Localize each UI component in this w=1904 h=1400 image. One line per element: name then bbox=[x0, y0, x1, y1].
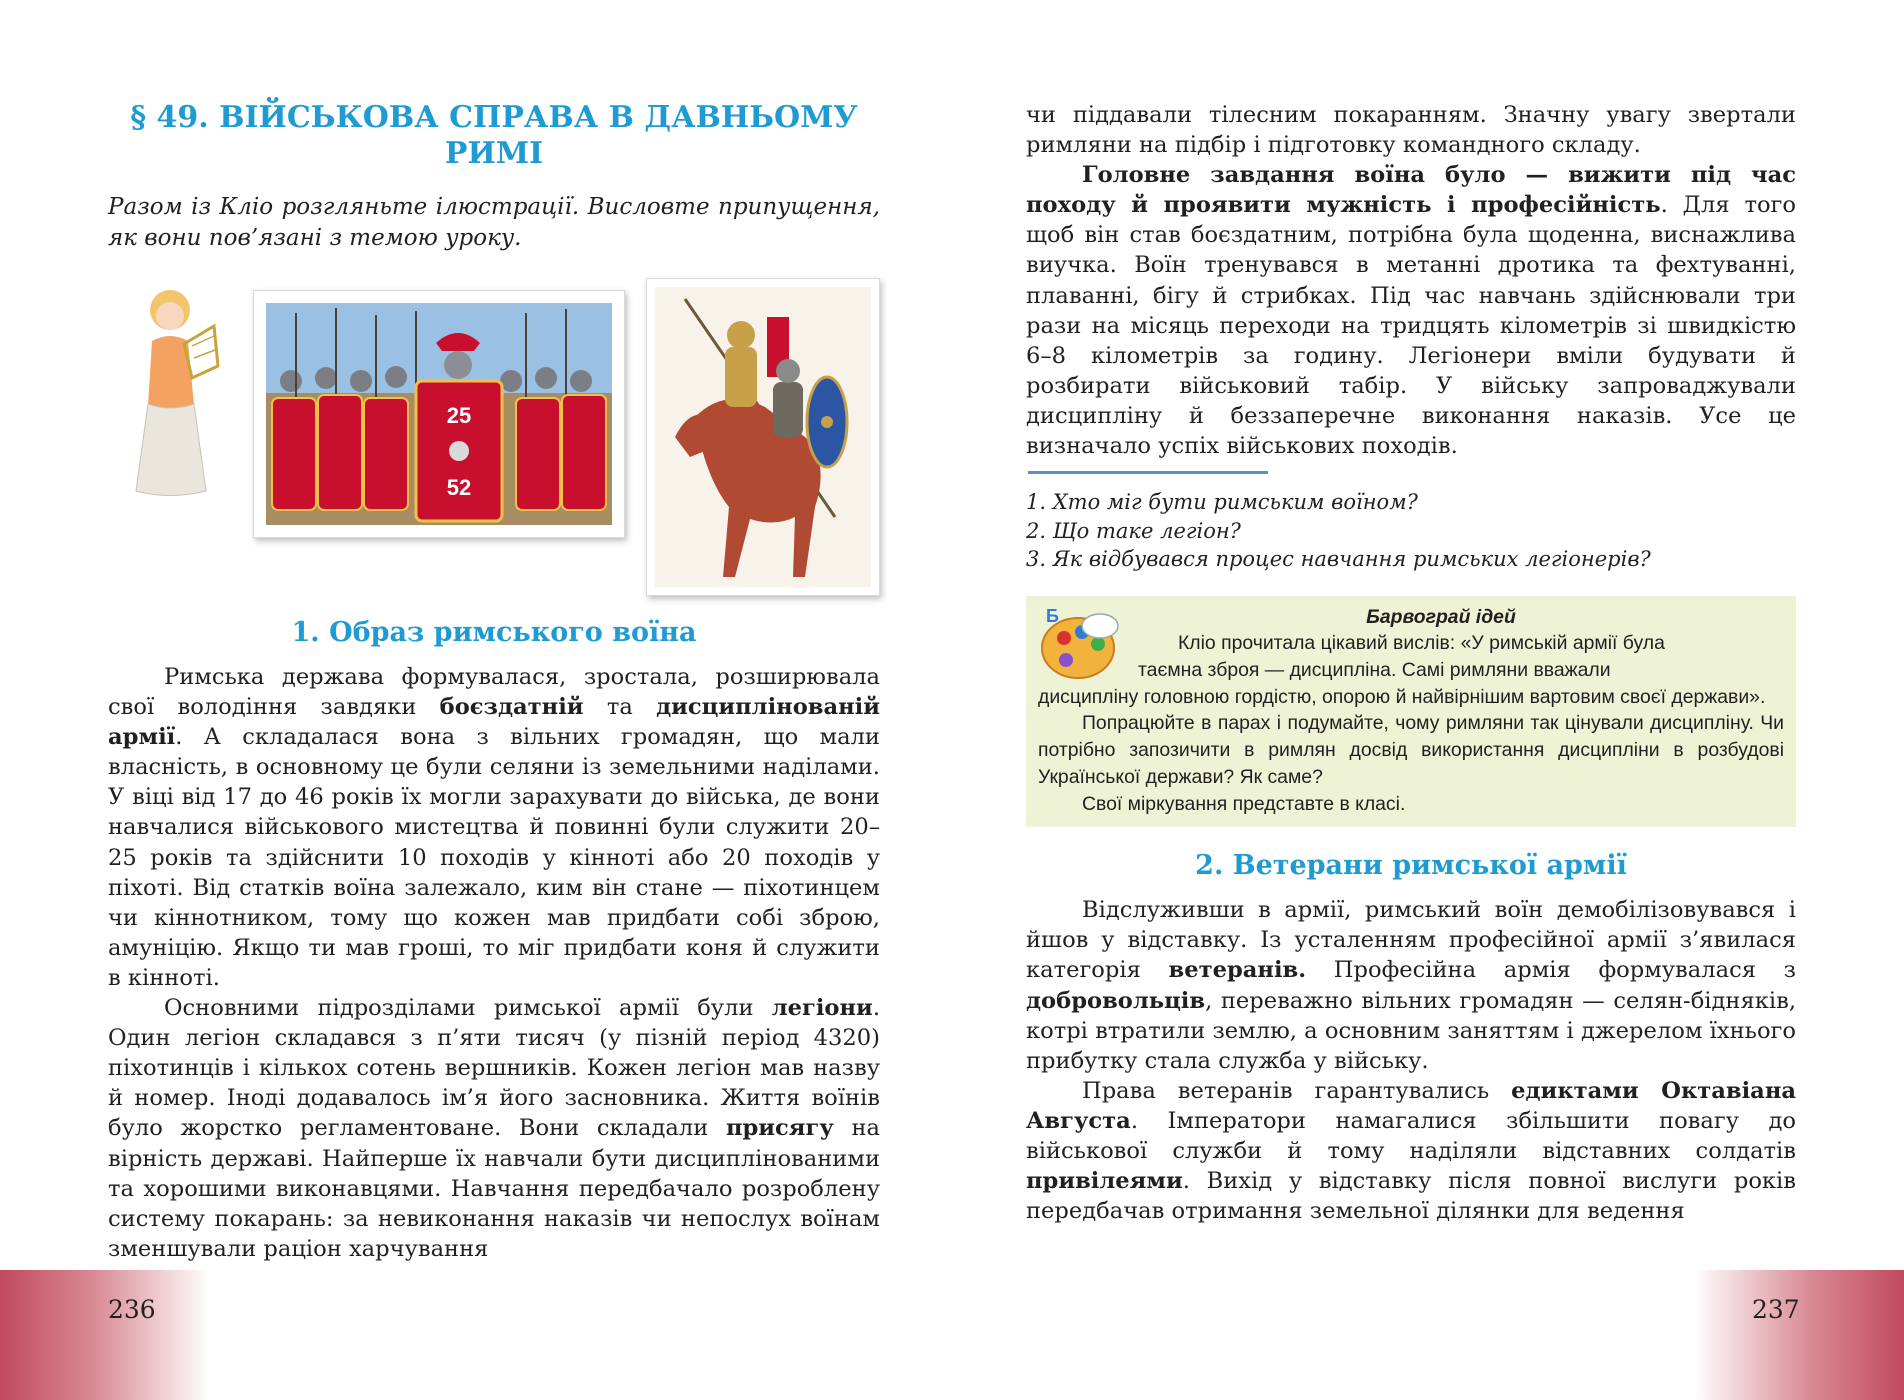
question-item: 3. Як відбувався процес навчання римських легіонерів? bbox=[1026, 547, 1651, 572]
ideas-box-line: Кліо прочитала цікавий вислів: «У римській армії була bbox=[1178, 632, 1665, 655]
paragraph-legions: Основними підрозділами римської армії були легіони. Один легіон складався з п’яти тисяч (у пізній період 4320) піхотинців і кількох сотень вершників. Кожен легіон мав назву й номер. Іноді додавалось ім’я його засновника. Життя воїнів було жорстко регламентоване. Вони складали присягу на вірність державі. Найперше їх навчали бути дисциплінованими та хорошими виконавцями. Навчання передбачало розроблену систему покарань: за невиконання наказів чи непослух воїнам зменшували раціон харчування bbox=[108, 995, 880, 1262]
ideas-box-present: Свої міркування представте в класі. bbox=[1082, 792, 1406, 815]
section-2-heading: 2. Ветерани римської армії bbox=[1195, 850, 1627, 882]
roman-legion-photo bbox=[253, 290, 625, 538]
ideas-box-line: дисципліну головною гордістю, опорою й найвірнішим вартовим своєї держави». bbox=[1038, 685, 1766, 708]
ideas-box bbox=[1026, 596, 1796, 828]
ideas-palette-icon bbox=[1036, 602, 1126, 682]
left-page bbox=[108, 100, 880, 1264]
svg-text:52: 52 bbox=[446, 475, 472, 500]
clio-muse-illustration bbox=[122, 286, 222, 501]
intro-instruction: Разом із Кліо розгляньте ілюстрації. Висловте припущення, як вони пов’язані з темою уроку. bbox=[108, 194, 880, 251]
paragraph-main-task: Головне завдання воїна було — вижити під час походу й проявити мужність і професійність. Для того щоб він став боєздатним, потрібна була щоденна, виснажлива виучка. Воїн тренувався в метанні дротика та фехтуванні, плаванні, бігу й стрибках. Під час навчань здійснювали три рази на місяць переходи на тридцять кілометрів зі швидкістю 6–8 кілометрів за годину. Легіонери вміли будувати й розбирати військовий табір. У війську запроваджували дисципліну й беззаперечне виконання наказів. Усе це визначало успіх військових походів. bbox=[1026, 162, 1796, 460]
lesson-title: § 49. ВІЙСЬКОВА СПРАВА В ДАВНЬОМУ РИМІ bbox=[130, 100, 858, 171]
ideas-box-line: таємна зброя — дисципліна. Самі римляни вважали bbox=[1138, 659, 1611, 682]
ideas-box-title: Барвограй ідей bbox=[1366, 605, 1516, 628]
right-page bbox=[1026, 100, 1796, 1226]
paragraph-continued: чи піддавали тілесним покаранням. Значну увагу звертали римляни на підбір і підготовку командного складу. bbox=[1026, 102, 1796, 159]
review-questions bbox=[1026, 488, 1796, 574]
questions-divider bbox=[1028, 471, 1268, 474]
illustrations bbox=[108, 278, 880, 598]
page-number-right: 237 bbox=[1752, 1295, 1800, 1324]
footer-band-right bbox=[1694, 1270, 1904, 1400]
paragraph-roman-army: Римська держава формувалася, зростала, розширювала свої володіння завдяки боєздатній та дисциплінованій армії. А складалася вона з вільних громадян, що мали власність, в основному це були селяни із земельними наділами. У віці від 17 до 46 років їх могли зарахувати до війська, де вони навчалися військового мистецтва й повинні були служити 20–25 років та здійснити 10 походів у кінноті або 20 походів у піхоті. Від статків воїна залежало, ким він стане — піхотинцем чи кіннотником, тому що кожен мав придбати собі зброю, амуніцію. Якщо ти мав гроші, то міг придбати коня й служити в кінноті. bbox=[108, 664, 880, 991]
question-item: 1. Хто міг бути римським воїном? bbox=[1026, 490, 1418, 515]
roman-cavalry-illustration bbox=[646, 278, 880, 596]
section-1-heading: 1. Образ римського воїна bbox=[291, 617, 697, 648]
footer-band-left bbox=[0, 1270, 210, 1400]
paragraph-veterans: Відслуживши в армії, римський воїн демобілізовувався і йшов у відставку. Із усталенням професійної армії з’явилася категорія ветеранів. Професійна армія формувалася з добровольців, переважно вільних громадян — селян-бідняків, котрі втратили землю, а основним заняттям і джерелом їхнього прибутку стала служба у війську. bbox=[1026, 897, 1796, 1074]
page-number-left: 236 bbox=[108, 1295, 156, 1324]
svg-text:Б: Б bbox=[1046, 605, 1059, 626]
question-item: 2. Що таке легіон? bbox=[1026, 518, 1241, 543]
paragraph-veteran-rights: Права ветеранів гарантувались едиктами Октавіана Августа. Імператори намагалися збільшити повагу до військової служби й тому наділяли відставних солдатів привілеями. Вихід у відставку після повної вислуги років передбачав отримання земельної ділянки для ведення bbox=[1026, 1077, 1796, 1225]
svg-text:25: 25 bbox=[446, 403, 472, 428]
ideas-box-task: Попрацюйте в парах і подумайте, чому римляни так цінували дисципліну. Чи потрібно запозичити в римлян досвід використання дисципліни в розбудові Української держави? Як саме? bbox=[1038, 712, 1784, 788]
